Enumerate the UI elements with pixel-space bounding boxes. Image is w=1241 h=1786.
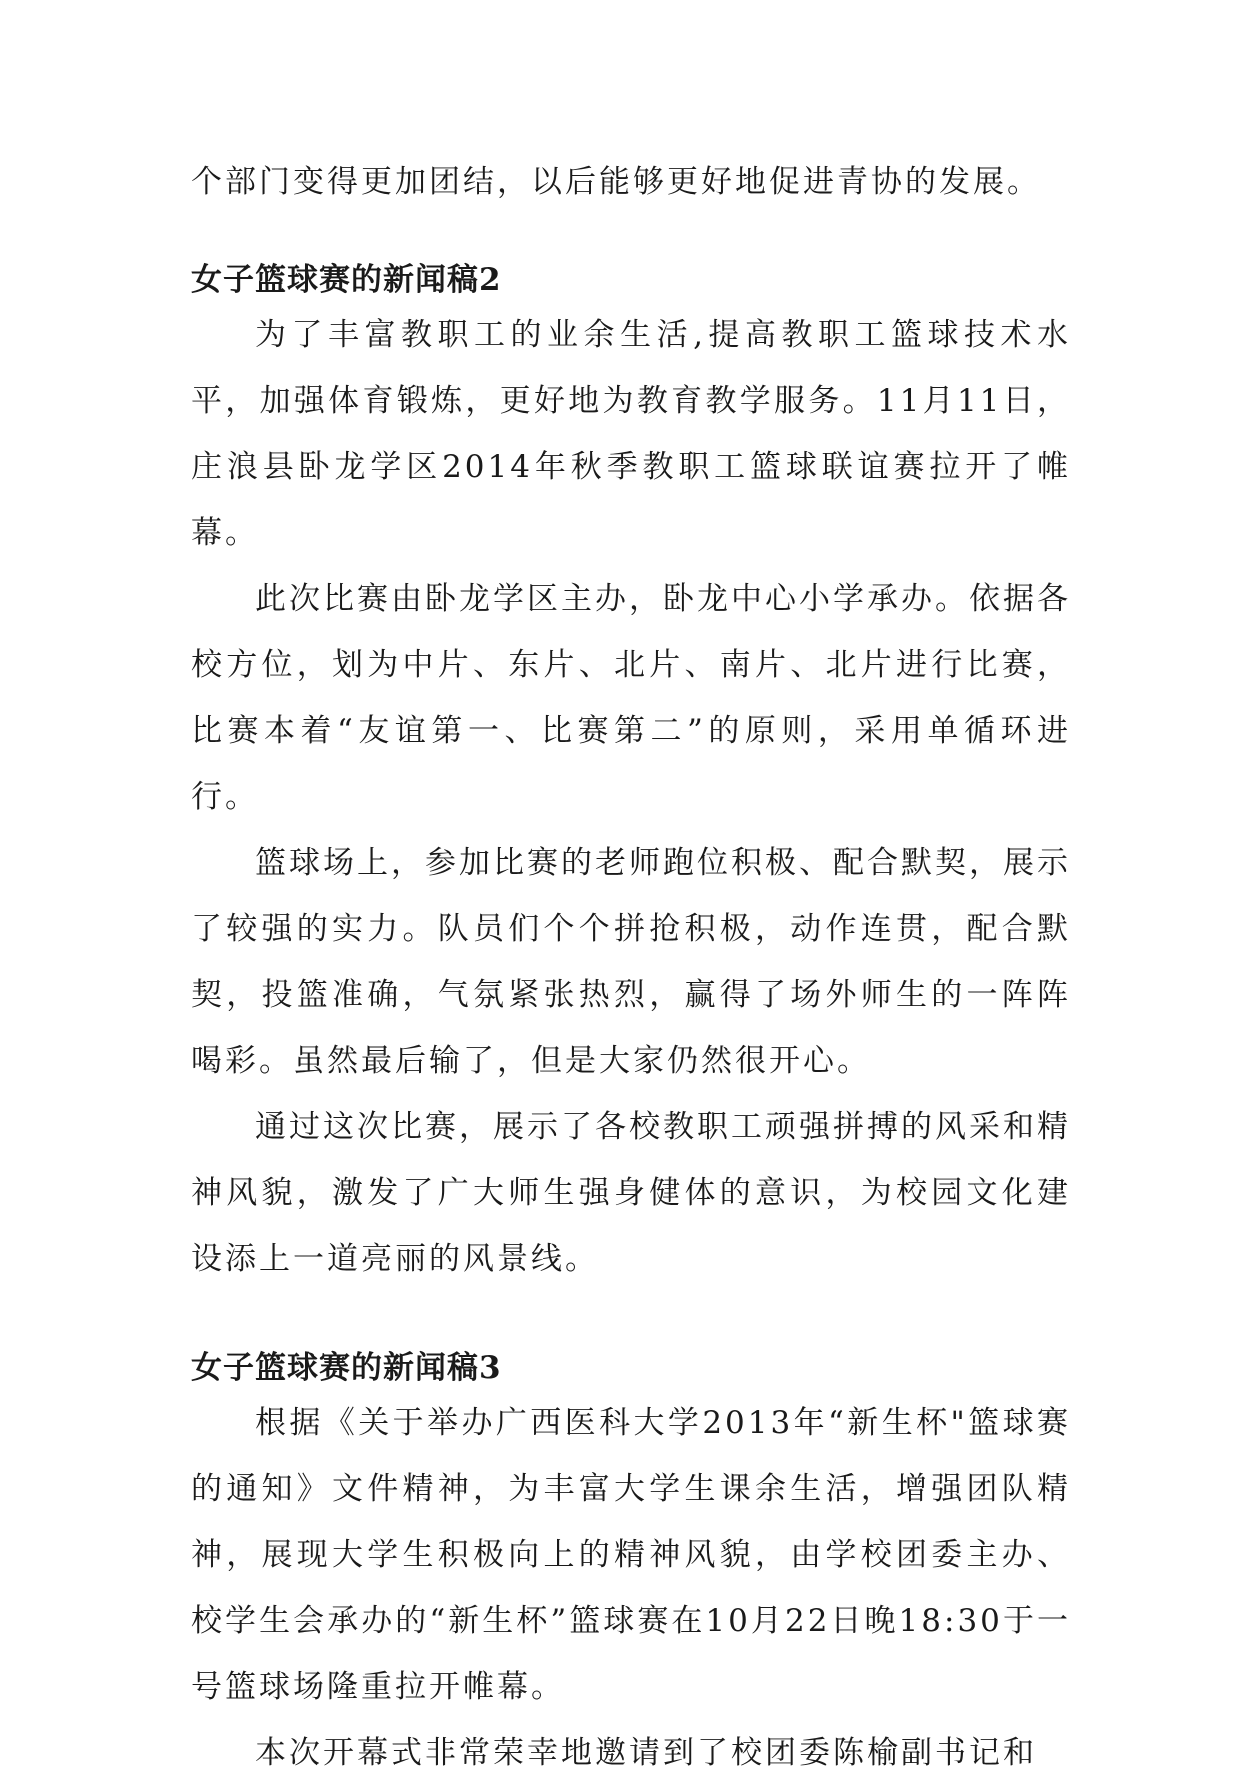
continued-text: 个部门变得更加团结，以后能够更好地促进青协的发展。 (191, 164, 1041, 200)
paragraph: 篮球场上，参加比赛的老师跑位积极、配合默契，展示了较强的实力。队员们个个拼抢积极，动作连贯，配合默契，投篮准确，气氛紧张热烈，赢得了场外师生的一阵阵喝彩。虽然最后输了，但是大家仍然很开心。 (191, 845, 1071, 1079)
paragraph: 此次比赛由卧龙学区主办，卧龙中心小学承办。依据各校方位，划为中片、东片、北片、南片、北片进行比赛，比赛本着“友谊第一、比赛第二”的原则，采用单循环进行。 (191, 581, 1071, 815)
paragraph: 根据《关于举办广西医科大学2013年“新生杯"篮球赛的通知》文件精神，为丰富大学生课余生活，增强团队精神，展现大学生积极向上的精神风貌，由学校团委主办、校学生会承办的“新生杯”篮球赛在10月22日晚18:30于一号篮球场隆重拉开帷幕。 (191, 1405, 1071, 1705)
section-heading: 女子篮球赛的新闻稿3 (191, 1350, 502, 1386)
section-spacer (191, 1292, 1071, 1346)
section-news-2 (191, 258, 1071, 1292)
paragraph: 为了丰富教职工的业余生活,提高教职工篮球技术水平，加强体育锻炼，更好地为教育教学服务。11月11日，庄浪县卧龙学区2014年秋季教职工篮球联谊赛拉开了帷幕。 (191, 317, 1071, 551)
section-news-3 (191, 1346, 1071, 1786)
paragraph: 本次开幕式非常荣幸地邀请到了校团委陈榆副书记和 (255, 1735, 1037, 1771)
document-body (191, 160, 1071, 1786)
section-spacer (191, 204, 1071, 258)
paragraph: 通过这次比赛，展示了各校教职工顽强拼搏的风采和精神风貌，激发了广大师生强身健体的意识，为校园文化建设添上一道亮丽的风景线。 (191, 1109, 1071, 1277)
section-heading: 女子篮球赛的新闻稿2 (191, 262, 502, 298)
